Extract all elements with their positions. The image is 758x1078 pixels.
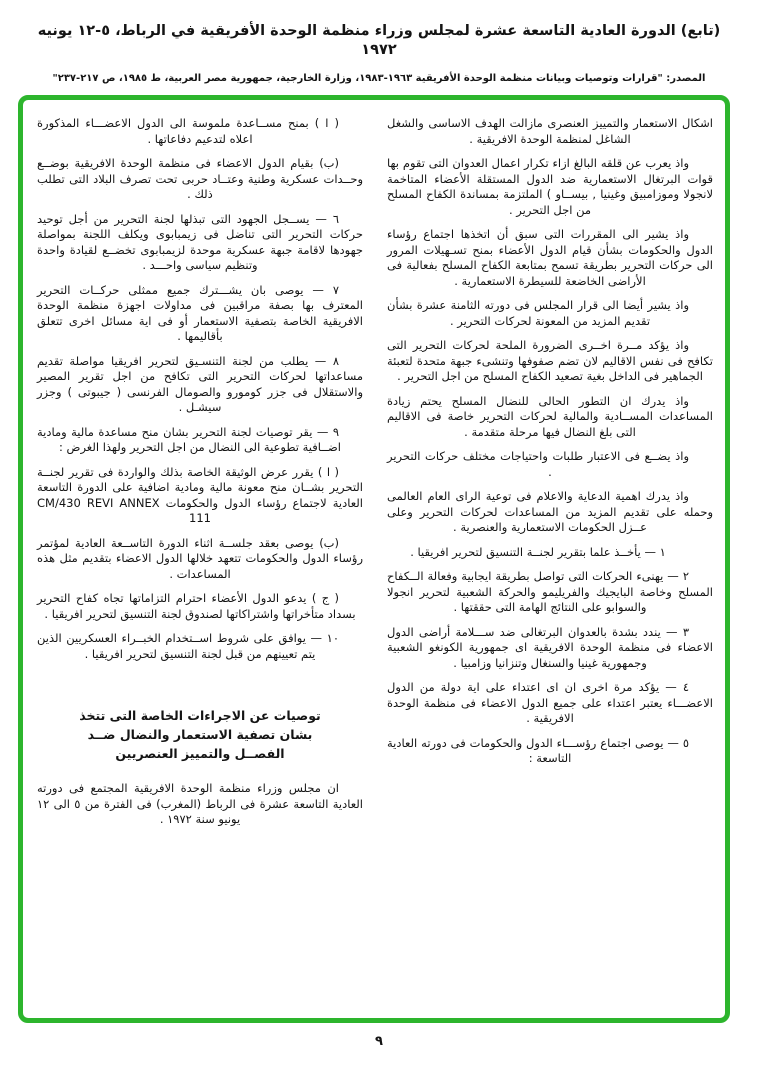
paragraph: ( ا ) يقرر عرض الوثيقة الخاصة بذلك والواردة فى تقرير لجنــة التحرير بشــان منح معونة مالية ومادية اضافية على الدورة التاسعة العادية لاجتماع رؤساء الدول والحكومات CM/430 REVI ANNEX 111 [37,464,363,525]
paragraph: ٧ — يوصى بان يشـــترك جميع ممثلى حركــات التحرير المعترف بها بصفة مراقبين فى مداولات اجهزة منظمة الوحدة الافريقية الخاصة بتصفية الاستعمار أو فى اية مسائل اخرى تتعلق بأقاليمها . [37,282,363,343]
paragraph: واذ يعرب عن قلقه البالغ ازاء تكرار اعمال العدوان التى تقوم بها قوات البرتغال الاستعمارية ضد الدول المستقلة الأعضاء المتاخمة لانجولا وموزامبيق وغينيا , بيســاو ) الملتزمة بمساندة الكفاح المسلح من اجل التحرير . [387,156,713,217]
source-citation: المصدر: "قرارات وتوصيات وبيانات منظمة الوحدة الأفريقية ١٩٦٣-١٩٨٣، وزارة الخارجية، جمهورية مصر العربية، ط ١٩٨٥، ص ٢١٧-٢٣٧" [52,72,706,84]
paragraph: (ب) يوصى بعقد جلســة اثناء الدورة التاســعة العادية لمؤتمر رؤساء الدول والحكومات تتعهد خلالها الدول الاعضاء بتقديم مثل هذه المساعدات . [37,535,363,581]
paragraph: واذ يدرك ان التطور الحالى للنضال المسلح يحتم زيادة المساعدات المســادية والمالية لحركات التحرير خاصة فى الاقاليم التى بلغ النضال فيها مرحلة متقدمة . [387,393,713,439]
document-title: (تابع) الدورة العادية التاسعة عشرة لمجلس وزراء منظمة الوحدة الأفريقية في الرباط، ٥-١٢ يونيه ١٩٧٢ [37,23,721,58]
paragraph: ١ — يأخــذ علما بتقرير لجنــة التنسيق لتحرير افريقيا . [410,544,666,559]
paragraph: ١٠ — يوافق على شروط اســتخدام الخبــراء العسكريين الذين يتم تعيينهم من قبل لجنة التنسيق لتحرير افريقيا . [37,631,339,661]
paragraph: ٣ — يندد بشدة بالعدوان البرتغالى ضد ســـلامة أراضى الدول الاعضاء فى منظمة الوحدة الافريقية اى جمهورية الكونغو الشعبية وجمهورية غينيا والسنغال وتنزانيا وزامبيا . [387,624,713,670]
paragraph: واذ يشير أيضا الى قرار المجلس فى دورته الثامنة عشرة بشأن تقديم المزيد من المعونة لحركات التحرير . [387,298,689,328]
paragraph: ٦ — يســجل الجهود التى تبذلها لجنة التحرير من أجل توحيد حركات التحرير التى تناضل فى زيمبابوى ويكلف اللجنة بمواصلة جهودها لاقامة جبهة عسكرية موحدة لزيمبابوى تخضــع لقيادة واحدة وتنظيم سياسى واحـــد . [37,211,363,272]
paragraph: واذ يؤكد مــرة اخــرى الضرورة الملحة لحركات التحرير التى تكافح فى نفس الاقاليم لان تضم صفوفها وتنشىء جبهة متحدة لتعبئة الجماهير فى الداخل بغية تصعيد الكفاح المسلح من اجل التحرير . [387,338,713,383]
paragraph: ان مجلس وزراء منظمة الوحدة الافريقية المجتمع فى دورته العادية التاسعة عشرة فى الرباط (المغرب) فى الفترة من ٥ الى ١٢ يونيو سنة ١٩٧٢ . [37,781,363,826]
paragraph: ( ج ) يدعو الدول الأعضاء احترام التزاماتها تجاه كفاح التحرير بسداد متأخراتها واشتراكاتها لصندوق لجنة التنسيق لتحرير افريقيا . [37,591,356,621]
paragraph: واذ يضــع فى الاعتبار طلبات واحتياجات مختلف حركات التحرير . [387,449,689,479]
paragraph: (ب) بقيام الدول الاعضاء فى منظمة الوحدة الافريقية بوضــع وحــدات عسكرية وطنية وعتــاد حربى تحت تصرف البلاد التى تطلب ذلك . [37,156,363,201]
paragraph: واذ يدرك اهمية الدعاية والاعلام فى توعية الراى العام العالمى وحمله على تقديم المزيد من المساعدات لحركات التحرير وعلى عــزل الحكومات الاستعمارية والعنصرية . [387,489,713,534]
column-left [37,116,363,1010]
paragraph: ٩ — يقر توصيات لجنة التحرير بشان منح مساعدة مالية ومادية اضــافية تطوعية الى النضال من اجل التحرير ولهذا الغرض : [37,424,341,454]
paragraph: ( ا ) بمنح مســاعدة ملموسة الى الدول الاعضـــاء المذكورة اعلاه لتدعيم دفاعاتها . [37,116,339,146]
paragraph: ٨ — يطلب من لجنة التنسـيق لتحرير افريقيا مواصلة تقديم مساعداتها لحركات التحرير التى تكافح من اجل تقرير المصير والاستقلال فى جزر كومورو والصومال الفرنسى ( جيبوتى ) وجزر سيشـل . [37,353,363,414]
paragraph: واذ يشير الى المقررات التى سبق أن اتخذها اجتماع رؤساء الدول والحكومات بشأن قيام الدول الأعضاء بمنح تسـهيلات المرور الى حركات التحرير بطريقة تسمح بمتابعة الكفاح المسلح بفعالية فى الأراضى الخاضعة للسيطرة الاستعمارية . [387,227,713,288]
document-header [20,22,738,85]
paragraph: ٥ — يوصى اجتماع رؤســـاء الدول والحكومات فى دورته العادية التاسعة : [387,735,689,765]
paragraph: ٢ — يهنىء الحركات التى تواصل بطريقة ايجابية وفعالة الــكفاح المسلح وخاصة البايجيك والفريليمو والحركة الشعبية لتحرير انجولا والسوابو على النتائج الهامة التى حققتها . [387,569,713,614]
text-columns [37,116,713,1010]
paragraph: اشكال الاستعمار والتمييز العنصرى مازالت الهدف الاساسى والشغل الشاغل لمنظمة الوحدة الافريقية . [387,116,713,146]
page-number: ٩ [375,1034,383,1049]
paragraph: ٤ — يؤكد مرة اخرى ان اى اعتداء على اية دولة من الدول الاعضـــاء يعتبر اعتداء على جميع الدول الاعضاء فى منظمة الوحدة الافريقية . [387,680,713,725]
section-heading: توصيات عن الاجراءات الخاصة التى تتخذ بشان تصفية الاستعمار والنضال ضــد الفصــل والتمييز العنصريين [79,708,321,761]
content-border-box [18,95,730,1023]
column-right [387,116,713,1010]
